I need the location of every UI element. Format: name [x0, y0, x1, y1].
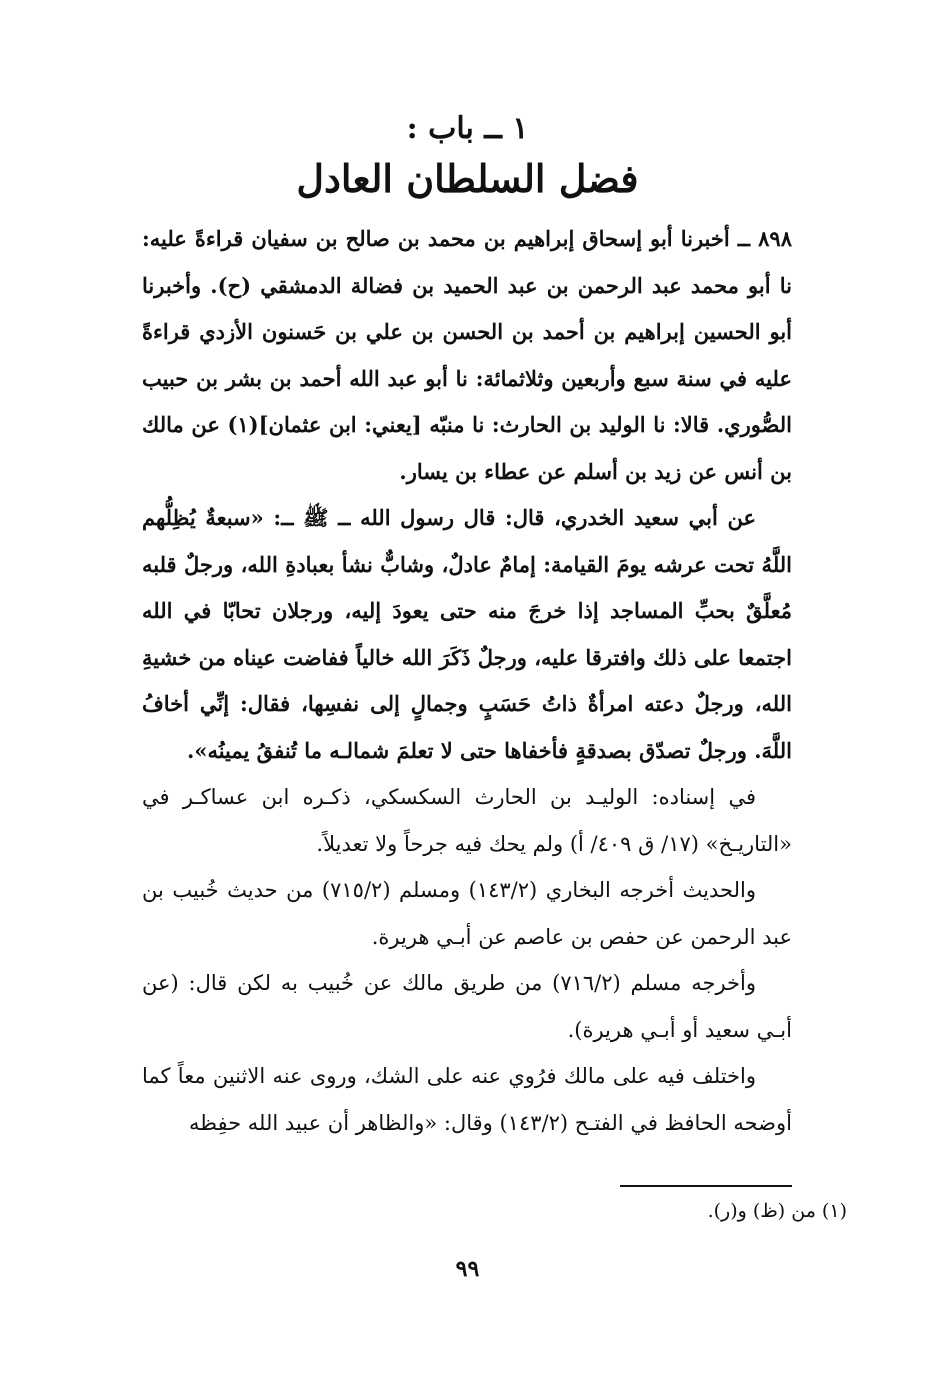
main-text [142, 216, 792, 1146]
hadith-paragraph: عن أبي سعيد الخدري، قال: قال رسول الله ــ ﷺ ــ: «سبعةٌ يُظِلُّهم اللَّهُ تحت عرشه يومَ القيامة: إمامٌ عادلٌ، وشابٌّ نشأ بعبادةِ الله، ورجلٌ قلبه مُعلَّقٌ بحبِّ المساجد إذا خرجَ منه حتى يعودَ إليه، ورجلان تحابّا في الله اجتمعا على ذلك وافترقا عليه، ورجلٌ ذَكَرَ الله خالياً ففاضت عيناه من خشيةِ الله، ورجلٌ دعته امرأةٌ ذاتُ حَسَبٍ وجمالٍ إلى نفسِها، فقال: إنِّي أخافُ اللَّهَ. ورجلٌ تصدّق بصدقةٍ فأخفاها حتى لا تعلمَ شمالـه ما تُنفقُ يمينُه». [142, 505, 792, 763]
chapter-title: فضل السلطان العادل [296, 156, 639, 201]
page-number: ٩٩ [455, 1256, 480, 1282]
isnad-paragraph: ٨٩٨ ــ أخبرنا أبو إسحاق إبراهيم بن محمد بن صالح بن سفيان قراءةً عليه: نا أبو محمد عبد الرحمن بن عبد الحميد بن فضالة الدمشقي (ح). وأخبرنا أبو الحسين إبراهيم بن أحمد بن الحسن بن علي بن حَسنون الأزدي قراءةً عليه في سنة سبع وأربعين وثلاثمائة: نا أبو عبد الله أحمد بن بشر بن حبيب الصُّوري. قالا: نا الوليد بن الحارث: نا منبّه [يعني: ابن عثمان](١) عن مالك بن أنس عن زيد بن أسلم عن عطاء بن يسار. [142, 226, 792, 484]
commentary-paragraph: في إسناده: الوليـد بن الحارث السكسكي، ذكـره ابن عساكـر في «التاريـخ» (١٧/ ق ٤٠٩/ أ) ولم يحك فيه جرحاً ولا تعديلاً. [142, 785, 792, 856]
commentary-paragraph: والحديث أخرجه البخاري (١٤٣/٢) ومسلم (٧١٥/٢) من حديث خُبيب بن عبد الرحمن عن حفص بن عاصم عن أبـي هريرة. [142, 878, 792, 949]
footnote: (١) من (ظ) و(ر). [707, 1200, 847, 1222]
footnote-divider [620, 1185, 792, 1187]
chapter-header [0, 108, 935, 206]
commentary-paragraph: وأخرجه مسلم (٧١٦/٢) من طريق مالك عن خُبيب به لكن قال: (عن أبـي سعيد أو أبـي هريرة). [142, 971, 792, 1042]
chapter-label: ١ ــ باب : [406, 111, 529, 146]
commentary-paragraph: واختلف فيه على مالك فرُوي عنه على الشك، وروى عنه الاثنين معاً كما أوضحه الحافظ في الفتـح (١٤٣/٢) وقال: «والظاهر أن عبيد الله حفِظه [142, 1064, 792, 1135]
